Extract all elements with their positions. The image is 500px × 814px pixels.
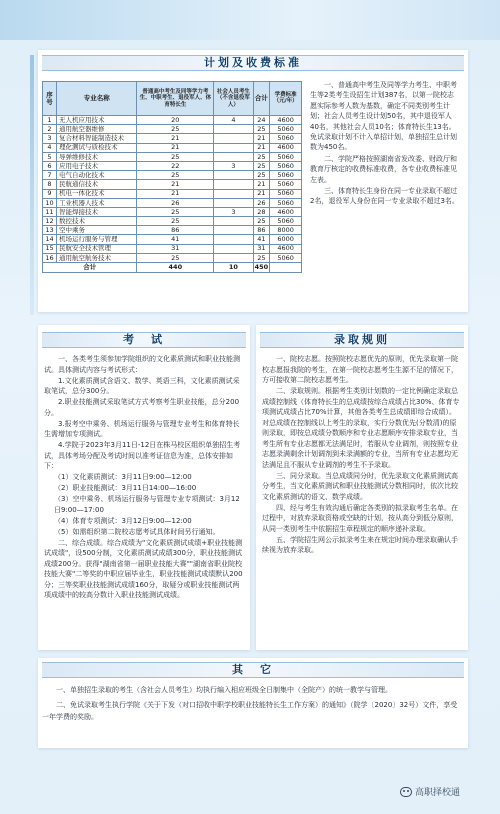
table-cell: 16: [43, 253, 57, 262]
table-row: [43, 143, 302, 152]
table-row: [43, 235, 302, 244]
table-cell: 25: [137, 125, 214, 134]
table-row: [43, 226, 302, 235]
watermark: [400, 785, 460, 798]
table-cell: 4600: [270, 116, 302, 125]
table-cell: 28: [253, 207, 270, 216]
table-cell: 25: [253, 253, 270, 262]
table-cell: 民航通信技术: [56, 180, 137, 189]
table-cell: 86: [137, 226, 214, 235]
table-cell: 5060: [270, 161, 302, 170]
table-cell: 6: [43, 161, 57, 170]
table-cell: 3: [214, 161, 253, 170]
plan-note: 三、体育特长生身份在同一专业录取不超过2名，退役军人身份在同一专业录取不超过3名。: [310, 187, 459, 206]
table-cell: 机电一体化技术: [56, 189, 137, 198]
plan-note: 一、普通高中考生及同等学力考生、中职考生等2类考生设招生计划387名，以第一院校志愿实际参考人数为基数，确定不同类别考生计划；社会人员考生设计划50名，其中退役军人40名，其他社会人员10名；体育特长生13名。免试录取计划不计入单招计划，单独招生总计划数为450名。: [310, 81, 457, 152]
table-cell: 21: [253, 189, 270, 198]
table-cell: 应用电子技术: [56, 161, 137, 170]
table-cell: 5060: [270, 171, 302, 180]
table-cell: 25: [253, 125, 270, 134]
table-cell: 26: [253, 198, 270, 207]
table-cell: 22: [137, 161, 214, 170]
table-row: [43, 198, 302, 207]
table-cell: 26: [137, 198, 214, 207]
table-cell: 11: [43, 207, 57, 216]
total-cell: 10: [214, 263, 253, 273]
table-cell: 导弹维修技术: [56, 152, 137, 161]
table-cell: 理化测试与质检技术: [56, 143, 137, 152]
admission-paragraph: 五、学院招生网公示拟录考生来在规定时间办理录取确认手续视为放弃录取。: [262, 535, 458, 554]
exam-title: 考 试: [42, 332, 246, 348]
other-text: [42, 684, 462, 726]
table-row: [43, 244, 302, 253]
table-cell: 25: [137, 152, 214, 161]
table-row: [43, 116, 302, 125]
watermark-text: 高职择校通: [415, 788, 461, 798]
exam-paragraph: （5）如需组织第二院校志愿考试具体时间另行通知。: [54, 527, 220, 536]
table-cell: [214, 253, 253, 262]
table-row: [43, 152, 302, 161]
table-cell: 25: [253, 217, 270, 226]
table-row: [43, 253, 302, 262]
table-cell: 5060: [270, 152, 302, 161]
table-cell: 21: [137, 134, 214, 143]
table-cell: 21: [253, 143, 270, 152]
exam-paragraph: 一、各类考生须参加学院组织的文化素质测试和职业技能测试。具体测试内容与考试形式：: [44, 355, 240, 374]
total-cell: 450: [254, 263, 269, 272]
table-cell: 数控技术: [56, 217, 137, 226]
table-cell: 25: [137, 171, 214, 180]
top-decoration: [0, 0, 500, 40]
table-cell: 5: [43, 152, 57, 161]
table-cell: 41: [253, 235, 270, 244]
table-row: [43, 125, 302, 134]
table-cell: 4600: [270, 244, 302, 253]
table-cell: [214, 226, 253, 235]
table-cell: [214, 180, 253, 189]
exam-paragraph: （4）体育专项测试：3月12日9:00—12:00: [54, 516, 192, 525]
table-cell: 31: [137, 244, 214, 253]
table-cell: 5060: [270, 180, 302, 189]
table-cell: 25: [137, 217, 214, 226]
table-cell: 复合材料智能制造技术: [56, 134, 137, 143]
exam-text: [44, 354, 244, 601]
table-cell: 4600: [270, 207, 302, 216]
table-cell: 8000: [270, 226, 302, 235]
table-cell: [214, 235, 253, 244]
other-paragraph: 二、免试录取考生执行学院《关于下发（对口招收中职学校职业技能特长生工作方案）的通知》（院学〔2020〕32号）文件，享受一年学费的奖励。: [42, 701, 458, 721]
col-header: 专业名称: [56, 82, 137, 116]
table-cell: 工业机器人技术: [56, 198, 137, 207]
table-cell: 10: [43, 198, 57, 207]
other-paragraph: 一、单独招生录取的考生（含社会人员考生）均执行编入相应班级全日制集中（全院产）的统一教学与管理。: [56, 686, 392, 694]
table-cell: [214, 143, 253, 152]
table-cell: [214, 134, 253, 143]
table-cell: 5060: [270, 198, 302, 207]
admission-paragraph: 三、同分录取。当总成绩同分时，优先录取文化素质测试高分考生，当文化素质测试和职业技能测试分数相同时，依次比较文化素质测试的语文、数学成绩。: [262, 471, 458, 501]
table-cell: 6000: [270, 235, 302, 244]
table-cell: 15: [43, 244, 57, 253]
table-cell: 13: [43, 226, 57, 235]
side-decoration: [30, 55, 34, 315]
exam-paragraph: （3）空中乘务、机场运行服务与管理专业专项测试：3月12日9:00—17:00: [54, 495, 240, 514]
table-cell: 空中乘务: [56, 226, 137, 235]
table-cell: [214, 244, 253, 253]
table-cell: 25: [137, 207, 214, 216]
exam-paragraph: （2）职业技能测试：3月11日14:00—16:00: [54, 484, 197, 492]
table-cell: 25: [253, 171, 270, 180]
fee-table-header: [43, 82, 302, 116]
table-cell: 21: [137, 189, 214, 198]
exam-paragraph: （1）文化素质测试：3月11日9:00—12:00: [54, 473, 192, 481]
table-row: [43, 134, 302, 143]
table-row: [43, 171, 302, 180]
table-row: [43, 161, 302, 170]
table-cell: 12: [43, 217, 57, 226]
table-cell: 1: [43, 116, 57, 125]
table-cell: 3: [43, 134, 57, 143]
table-cell: 智能焊接技术: [56, 207, 137, 216]
table-cell: 5060: [270, 217, 302, 226]
exam-paragraph: 2.职业技能测试采取笔试方式考察考生职业技能，总分200分。: [44, 398, 240, 417]
table-cell: 5060: [270, 253, 302, 262]
col-header: 学费标准（元/年）: [270, 82, 302, 116]
table-cell: 21: [253, 180, 270, 189]
table-row: [43, 180, 302, 189]
admission-text: [262, 354, 462, 556]
exam-paragraph: 4.学院于2023年3月11日-12日在株马校区组织单独招生考试，具体考场分配及考试时间以准考证信息为准，总体安排如下：: [44, 441, 241, 470]
table-row: [43, 217, 302, 226]
table-cell: 21: [137, 180, 214, 189]
exam-paragraph: 二、综合成绩。综合成绩为"文化素质测试成绩+职业技能测试成绩"，设500分制，文化素质测试成绩300分，职业技能测试成绩200分。获得"湖南省第一届职业技能大赛""湖南省职业院校技能大赛"二等奖的中职应届毕业生，职业技能测试成绩默认200分；三等奖职业技能测试成绩160分，取疑分或职业技能测试两项成绩中的较高分数计入职业技能测试成绩。: [44, 538, 243, 599]
total-row: [43, 263, 302, 273]
wechat-icon: [400, 787, 412, 797]
table-cell: 5060: [270, 189, 302, 198]
total-cell: 合计: [43, 263, 137, 273]
total-cell: 440: [137, 263, 214, 273]
table-cell: [214, 217, 253, 226]
table-cell: 14: [43, 235, 57, 244]
col-header: 合计: [253, 82, 270, 116]
table-cell: 24: [253, 116, 270, 125]
table-cell: 86: [253, 226, 270, 235]
table-cell: 通用航空器维修: [56, 125, 137, 134]
plan-title: 计划及收费标准: [42, 55, 464, 71]
table-cell: 5060: [270, 134, 302, 143]
table-cell: 无人机应用技术: [56, 116, 137, 125]
table-cell: 8: [43, 180, 57, 189]
exam-paragraph: 1.文化素质测试含语文、数学、英语三科，文化素质测试采取笔试，总分300分。: [44, 376, 240, 395]
table-cell: 7: [43, 171, 57, 180]
other-title: 其 它: [42, 662, 464, 678]
plan-note: 二、学院严格按照湖南省发改委、财政厅和教育厅核定的收费标准收费，各专业收费标准见左表。: [310, 154, 457, 184]
table-cell: 3: [214, 207, 253, 216]
table-cell: 机场运行服务与管理: [56, 235, 137, 244]
admission-title: 录取规则: [260, 332, 464, 348]
admission-paragraph: 一、院校志愿。按照院校志愿优先的原则，优先录取第一院校志愿报我院的考生，在第一院校志愿考生生源不足的情况下，方可接收第二院校志愿考生。: [262, 355, 458, 384]
exam-paragraph: 3.报考空中乘务、机场运行服务与管理专业考生和体育特长生需增加专项测试。: [44, 419, 240, 438]
col-header: 序号: [43, 82, 57, 116]
table-cell: 4: [43, 143, 57, 152]
table-cell: 电气自动化技术: [56, 171, 137, 180]
table-cell: 4600: [270, 143, 302, 152]
table-cell: 9: [43, 189, 57, 198]
table-cell: 41: [137, 235, 214, 244]
table-cell: [214, 152, 253, 161]
col-header: 普通高中考生及同等学力考生、中职考生、退役军人、体育特长生: [137, 82, 214, 116]
table-cell: 5060: [270, 125, 302, 134]
table-cell: 21: [253, 134, 270, 143]
table-cell: [214, 125, 253, 134]
col-header: 社会人员考生（不含退役军人）: [214, 82, 253, 116]
table-cell: 21: [137, 143, 214, 152]
plan-notes: [310, 80, 460, 208]
table-cell: 25: [253, 161, 270, 170]
fee-table: [42, 81, 302, 273]
table-cell: 民航安全技术管理: [56, 244, 137, 253]
table-cell: 通用航空航务技术: [56, 253, 137, 262]
table-cell: 25: [137, 253, 214, 262]
table-cell: [214, 198, 253, 207]
admission-paragraph: 二、录取规则。根据考生类别计划数的一定比例确定录取总成绩控制线（体育特长生的总成绩按综合成绩占比30%、体育专项测试成绩占比70%计算，其他各类考生总成绩即综合成绩）。对总成绩在控制线以上考生的录取，实行分数优先(分数清)的原则录取，即按总成绩分数顺序和专业志愿顺序安排录取专业，当考生所有专业志愿都无法满足时，若服从专业调剂，则按照专业志愿录满剩余计划调剂到未录满额的专业，当所有专业志愿均无法满足且不服从专业调剂的考生不予录取。: [262, 387, 460, 469]
total-cell: [270, 263, 302, 273]
table-cell: 4: [214, 116, 253, 125]
table-cell: [214, 171, 253, 180]
table-row: [43, 189, 302, 198]
table-row: [43, 207, 302, 216]
table-cell: 31: [253, 244, 270, 253]
table-cell: [214, 189, 253, 198]
table-cell: 25: [253, 152, 270, 161]
table-cell: 20: [137, 116, 214, 125]
admission-paragraph: 四、经与考生有效沟通后确定各类别的拟录取考生名单。在过程中，对放弃录取资格或空缺的计划，按从高分到低分原则，从同一类别考生中依据招生章程规定的顺序递补录取。: [262, 503, 458, 533]
table-cell: 2: [43, 125, 57, 134]
